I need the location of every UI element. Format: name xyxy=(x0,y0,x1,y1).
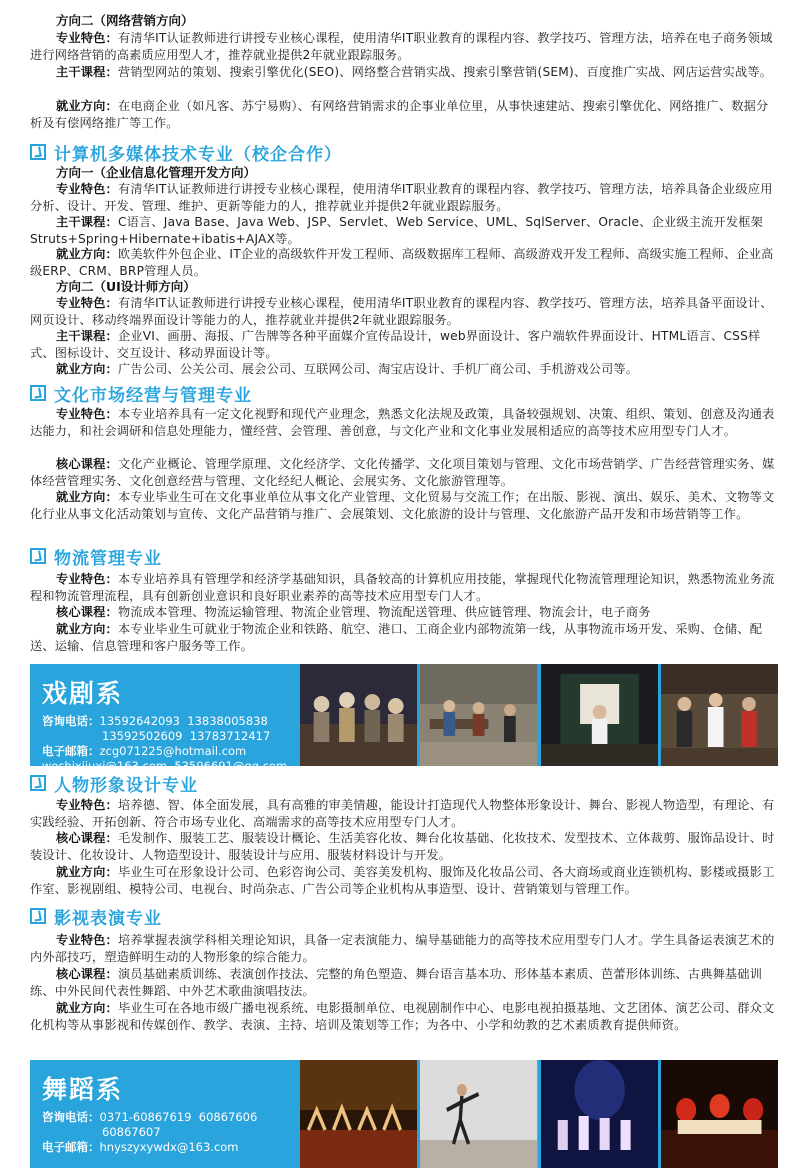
check-box-icon xyxy=(30,144,46,160)
dance-phone-line: 咨询电话：0371-60867619 60867606 xyxy=(42,1110,258,1124)
culture-feature: 专业特色：本专业培养具有一定文化视野和现代产业理念，熟悉文化法规及政策，具备较强规划、决策、组织、策划、创意及沟通表达能力，和社会调研和信息处理能力，懂经营、会管理、善创意，与文化产业和文化事业发展相适应的高等技术应用型专门人才。 xyxy=(30,407,775,438)
film-career: 就业方向：毕业生可在各地市级广播电视系统、电影摄制单位、电视剧制作中心、电影电视拍摄基地、文艺团体、演艺公司、群众文化机构等从事影视和传媒创作、教学、表演、主持、培训及策划等工作；为各中、小学和幼教的艺术素质教育提供师资。 xyxy=(30,1001,775,1032)
drama-email-line: 电子邮箱：zcg071225@hotmail.com xyxy=(42,744,247,758)
intro-feature: 专业特色：有清华IT认证教师进行讲授专业核心课程，使用清华IT职业教育的课程内容、教学技巧、管理方法，培养在电子商务领域进行网络营销的高素质应用型人才，推荐就业提供2年就业跟踪服务。 xyxy=(30,31,773,62)
drama-photo xyxy=(300,664,417,766)
dance-photo-strip xyxy=(300,1060,778,1168)
intro-courses: 主干课程：营销型网站的策划、搜索引擎优化(SEO)、网络整合营销实战、搜索引擎营销(SEM)、百度推广实战、网店运营实战等。 xyxy=(56,65,773,79)
culture-career: 就业方向：本专业毕业生可在文化事业单位从事文化产业管理、文化贸易与交流工作；在出版、影视、演出、娱乐、美术、文物等文化行业从事文化活动策划与宣传、文化产品营销与推广、会展策划、文化旅游的设计与管理、文化旅游产品开发和市场营销等工作。 xyxy=(30,490,775,521)
drama-photo xyxy=(420,664,537,766)
drama-contact-block xyxy=(30,664,300,773)
drama-phone-line-2: 13592502609 13783712417 xyxy=(102,729,271,743)
check-box-icon xyxy=(30,775,46,791)
computer-dir2-courses: 主干课程：企业VI、画册、海报、广告牌等各种平面媒介宣传品设计，web界面设计、客户端软件界面设计、HTML语言、CSS样式、图标设计、交互设计、移动界面设计等。 xyxy=(30,329,761,360)
direction-title: 方向一（企业信息化管理开发方向） xyxy=(56,165,257,180)
drama-email-line-2: woshixijuxi@163.com 53596691@qq.com xyxy=(42,759,288,773)
drama-department-banner xyxy=(30,664,778,773)
dance-photo xyxy=(420,1060,537,1168)
film-courses: 核心课程：演员基础素质训练、表演创作技法、完整的角色塑造、舞台语言基本功、形体基本素质、芭蕾形体训练、古典舞基础训练、中外民间代表性舞蹈、中外艺术歌曲演唱技法。 xyxy=(30,967,763,998)
computer-dir2-feature: 专业特色：有清华IT认证教师进行讲授专业核心课程，使用清华IT职业教育的课程内容、教学技巧、管理方法，培养具备平面设计、网页设计、移动终端界面设计等能力的人，推荐就业并提供2年就业跟踪服务。 xyxy=(30,296,773,327)
dance-phone-line-2: 60867607 xyxy=(102,1125,161,1139)
dance-department-banner xyxy=(30,1060,778,1168)
image-design-career: 就业方向：毕业生可在形象设计公司、色彩咨询公司、美容美发机构、服饰及化妆品公司、各大商场或商业连锁机构、影楼或摄影工作室、影视剧组、模特公司、电视台、时尚杂志、广告公司等企业机构从事造型、设计、营销策划与管理工作。 xyxy=(30,865,775,896)
section-heading-logistics: 物流管理专业 xyxy=(30,545,162,567)
direction-title: 方向二（UI设计师方向） xyxy=(56,279,196,294)
image-design-feature: 专业特色：培养德、智、体全面发展，具有高雅的审美情趣，能设计打造现代人物整体形象设计、舞台、影视人物造型，有理论、有实践经验、开拓创新、符合市场专业化、高端需求的高等技术应用型专门人才。 xyxy=(30,798,775,829)
drama-phone-line: 咨询电话：13592642093 13838005838 xyxy=(42,714,268,728)
drama-photo-strip xyxy=(300,664,778,766)
culture-courses: 核心课程：文化产业概论、管理学原理、文化经济学、文化传播学、文化项目策划与管理、文化市场营销学、广告经营管理实务、媒体经营管理实务、文化创意经营与管理、文化经纪人概论、会展实务、文化旅游管理等。 xyxy=(30,457,775,488)
drama-photo xyxy=(541,664,658,766)
dance-email-line: 电子邮箱：hnyszyxywdx@163.com xyxy=(42,1140,239,1154)
drama-photo xyxy=(661,664,778,766)
computer-dir1-career: 就业方向：欧美软件外包企业、IT企业的高级软件开发工程师、高级数据库工程师、高级游戏开发工程师、高级实施工程师、企业高级ERP、CRM、BRP管理人员。 xyxy=(30,247,774,278)
film-feature: 专业特色：培养掌握表演学科相关理论知识，具备一定表演能力、编导基础能力的高等技术应用型专门人才。学生具备运表演艺术的内外部技巧，塑造鲜明生动的人物形象的综合能力。 xyxy=(30,933,775,964)
intro-career: 就业方向：在电商企业（如凡客、苏宁易购）、有网络营销需求的企事业单位里，从事快速建站、搜索引擎优化、网络推广、数据分析及有偿网络推广等工作。 xyxy=(30,99,769,130)
direction-title: 方向二（网络营销方向） xyxy=(56,13,194,28)
check-box-icon xyxy=(30,908,46,924)
logistics-courses: 核心课程：物流成本管理、物流运输管理、物流企业管理、物流配送管理、供应链管理、物流会计，电子商务 xyxy=(56,605,651,619)
dance-photo xyxy=(541,1060,658,1168)
dance-photo xyxy=(661,1060,778,1168)
computer-dir1-courses: 主干课程：C语言、Java Base、Java Web、JSP、Servlet、Web Service、UML、SqlServer、Oracle、企业级主流开发框架Struts+Spring+Hibernate+ibatis+AJAX等。 xyxy=(30,215,764,246)
section-heading-culture: 文化市场经营与管理专业 xyxy=(30,382,252,404)
section-heading-computer: 计算机多媒体技术专业（校企合作） xyxy=(30,141,342,163)
dance-photo xyxy=(300,1060,417,1168)
section-heading-image-design: 人物形象设计专业 xyxy=(30,772,198,794)
check-box-icon xyxy=(30,548,46,564)
dance-contact-block xyxy=(30,1060,300,1168)
logistics-career: 就业方向：本专业毕业生可就业于物流企业和铁路、航空、港口、工商企业内部物流第一线，从事物流市场开发、采购、仓储、配送、运输、信息管理和客户服务等工作。 xyxy=(30,622,763,653)
section-heading-film: 影视表演专业 xyxy=(30,905,162,927)
logistics-feature: 专业特色：本专业培养具有管理学和经济学基础知识，具备较高的计算机应用技能，掌握现代化物流管理理论知识，熟悉物流业务流程和物流管理流程，具有创新创业意识和良好职业素养的高等技术应用型专门人才。 xyxy=(30,572,775,603)
dance-title: 舞蹈系 xyxy=(42,1075,124,1104)
computer-dir2-career: 就业方向：广告公司、公关公司、展会公司、互联网公司、淘宝店设计、手机厂商公司、手机游戏公司等。 xyxy=(56,362,639,376)
computer-dir1-feature: 专业特色：有清华IT认证教师进行讲授专业核心课程，使用清华IT职业教育的课程内容、教学技巧、管理方法，培养具备企业级应用分析、设计、开发、管理、维护、更新等能力的人，推荐就业并提供2年就业跟踪服务。 xyxy=(30,182,773,213)
image-design-courses: 核心课程：毛发制作、服装工艺、服装设计概论、生活美容化妆、舞台化妆基础、化妆技术、发型技术、立体裁剪、服饰品设计、时装设计、化妆设计、人物造型设计、服装设计与应用、服装材料设计与开发。 xyxy=(30,831,775,862)
check-box-icon xyxy=(30,385,46,401)
drama-title: 戏剧系 xyxy=(42,679,124,708)
